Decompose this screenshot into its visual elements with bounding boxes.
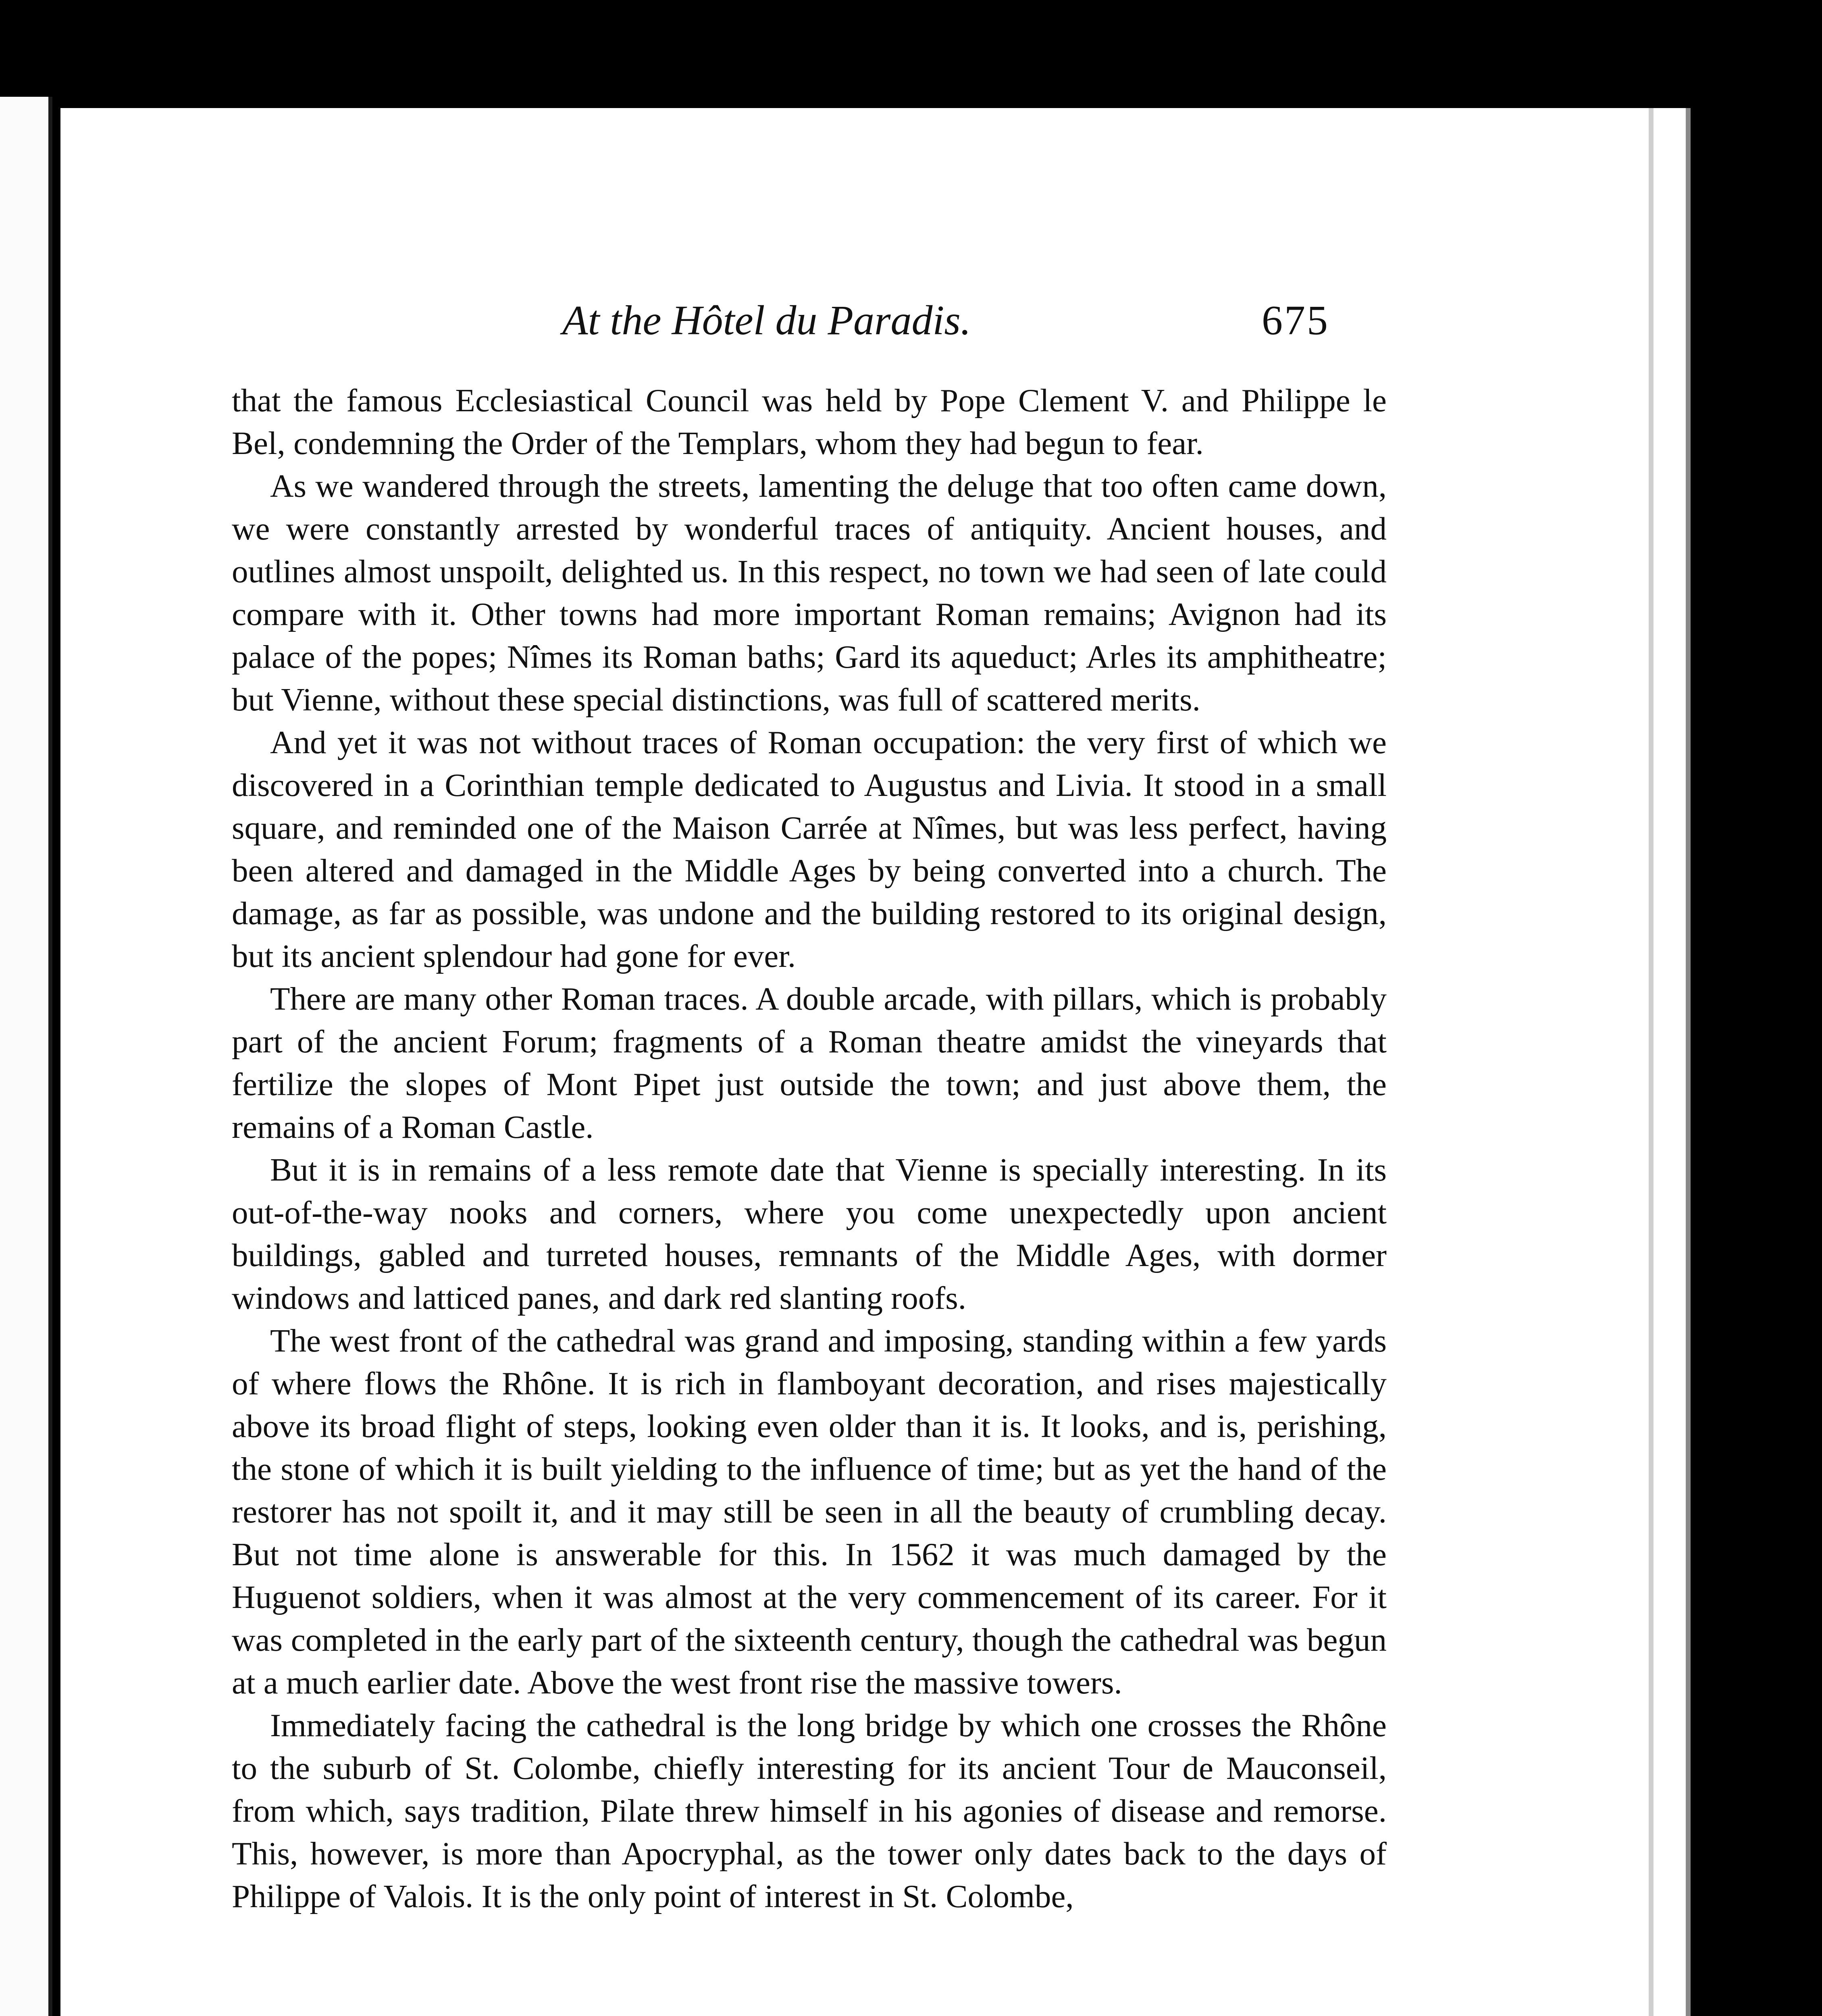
running-head: At the Hôtel du Paradis. (562, 297, 971, 344)
paragraph: The west front of the cathedral was grand and imposing, standing within a few yards of where flows the Rhône. It is rich in flamboyant decoration, and rises majestically above its broad flight of steps, looking even older than it is. It looks, and is, perishing, the stone of which it is built yielding to the influence of time; but as yet the hand of the restorer has not spoilt it, and it may still be seen in all the beauty of crumbling decay. But not time alone is answerable for this. In 1562 it was much damaged by the Huguenot soldiers, when it was almost at the very commencement of its career. For it was completed in the early part of the sixteenth century, though the cathedral was begun at a much earlier date. Above the west front rise the massive towers. (232, 1322, 1387, 1701)
left-page-edge (0, 97, 52, 2016)
paragraph: And yet it was not without traces of Roman occupation: the very first of which we discovered in a Corinthian temple dedicated to Augustus and Livia. It stood in a small square, and reminded one of the Maison Carrée at Nîmes, but was less perfect, having been altered and damaged in the Middle Ages by being converted into a church. The damage, as far as possible, was undone and the building restored to its original design, but its ancient splendour had gone for ever. (232, 724, 1387, 974)
page-edge (1649, 108, 1691, 2016)
paragraph: As we wandered through the streets, lamenting the deluge that too often came down, we were constantly arrested by wonderful traces of antiquity. Ancient houses, and outlines almost unspoilt, delighted us. In this respect, no town we had seen of late could compare with it. Other towns had more important Roman remains; Avignon had its palace of the popes; Nîmes its Roman baths; Gard its aqueduct; Arles its amphitheatre; but Vienne, without these special distinctions, was full of scattered merits. (232, 468, 1387, 718)
body-text (232, 379, 1387, 1918)
page-number: 675 (1262, 297, 1329, 344)
paragraph: But it is in remains of a less remote date that Vienne is specially interesting. In its out-of-the-way nooks and corners, where you come unexpectedly upon ancient buildings, gabled and turreted houses, remnants of the Middle Ages, with dormer windows and latticed panes, and dark red slanting roofs. (232, 1152, 1387, 1316)
paragraph: There are many other Roman traces. A double arcade, with pillars, which is probably part of the ancient Forum; fragments of a Roman theatre amidst the vineyards that fertilize the slopes of Mont Pipet just outside the town; and just above them, the remains of a Roman Castle. (232, 981, 1387, 1145)
paragraph: that the famous Ecclesiastical Council was held by Pope Clement V. and Philippe le Bel, condemning the Order of the Templars, whom they had begun to fear. (232, 382, 1387, 461)
paragraph: Immediately facing the cathedral is the long bridge by which one crosses the Rhône to the suburb of St. Colombe, chiefly interesting for its ancient Tour de Mauconseil, from which, says tradition, Pilate threw himself in his agonies of disease and remorse. This, however, is more than Apocryphal, as the tower only dates back to the days of Philippe of Valois. It is the only point of interest in St. Colombe, (232, 1707, 1387, 1914)
